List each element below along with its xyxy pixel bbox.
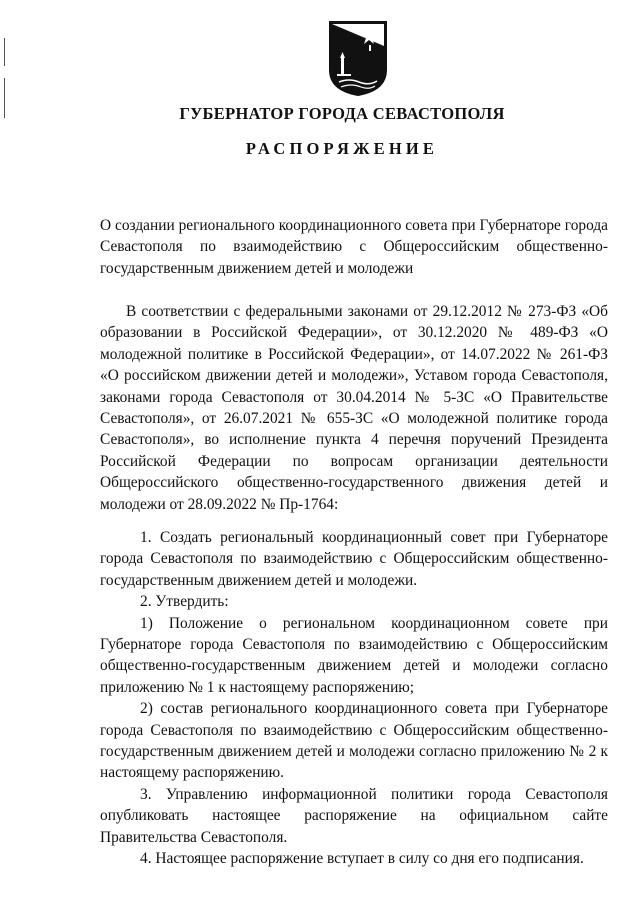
order-item: 2. Утвердить: bbox=[140, 593, 229, 611]
document-subject: О создании регионального координационного совета при Губернаторе города Севастополя по взаимодействию с Общероссийским общественно-государственным движением детей и молодежи bbox=[100, 217, 608, 277]
order-item: 2) состав регионального координационного совета при Губернаторе города Севастополя по взаимодействию с Общероссийским общественно-государственным движением детей и молодежи согласно приложению № 2 к настоящему распоряжению. bbox=[100, 700, 608, 782]
order-item: 3. Управлению информационной политики города Севастополя опубликовать настоящее распоряжение на официальном сайте Правительства Севастополя. bbox=[100, 785, 608, 846]
order-item: 1. Создать региональный координационный совет при Губернаторе города Севастополя по взаимодействию с Общероссийским общественно-государственным движением детей и молодежи. bbox=[100, 529, 608, 589]
scan-edge-mark bbox=[4, 38, 5, 66]
organization-title: ГУБЕРНАТОР ГОРОДА СЕВАСТОПОЛЯ bbox=[179, 104, 505, 123]
order-items bbox=[100, 527, 608, 870]
order-item: 4. Настоящее распоряжение вступает в силу со дня его подписания. bbox=[140, 850, 584, 868]
preamble-paragraph: В соответствии с федеральными законами от 29.12.2012 № 273-ФЗ «Об образовании в Российской Федерации», от 30.12.2020 № 489-ФЗ «О молодежной политике в Российской Федерации», от 14.07.2022 № 261-ФЗ «О российском движении детей и молодежи», Уставом города Севастополя, законами города Севастополя от 30.04.2014 № 5-ЗС «О Правительстве Севастополя», от 26.07.2021 № 655-ЗС «О молодежной политике города Севастополя», во исполнение пункта 4 перечня поручений Президента Российской Федерации по вопросам организации деятельности Общероссийского общественно-государственного движения детей и молодежи от 28.09.2022 № Пр-1764: bbox=[100, 303, 608, 513]
sevastopol-coat-of-arms-icon bbox=[327, 18, 389, 96]
order-item: 1) Положение о региональном координационном совете при Губернаторе города Севастополя по взаимодействию с Общероссийским общественно-государственным движением детей и молодежи согласно приложению № 1 к настоящему распоряжению; bbox=[100, 614, 608, 696]
document-type-title: РАСПОРЯЖЕНИЕ bbox=[245, 139, 439, 158]
